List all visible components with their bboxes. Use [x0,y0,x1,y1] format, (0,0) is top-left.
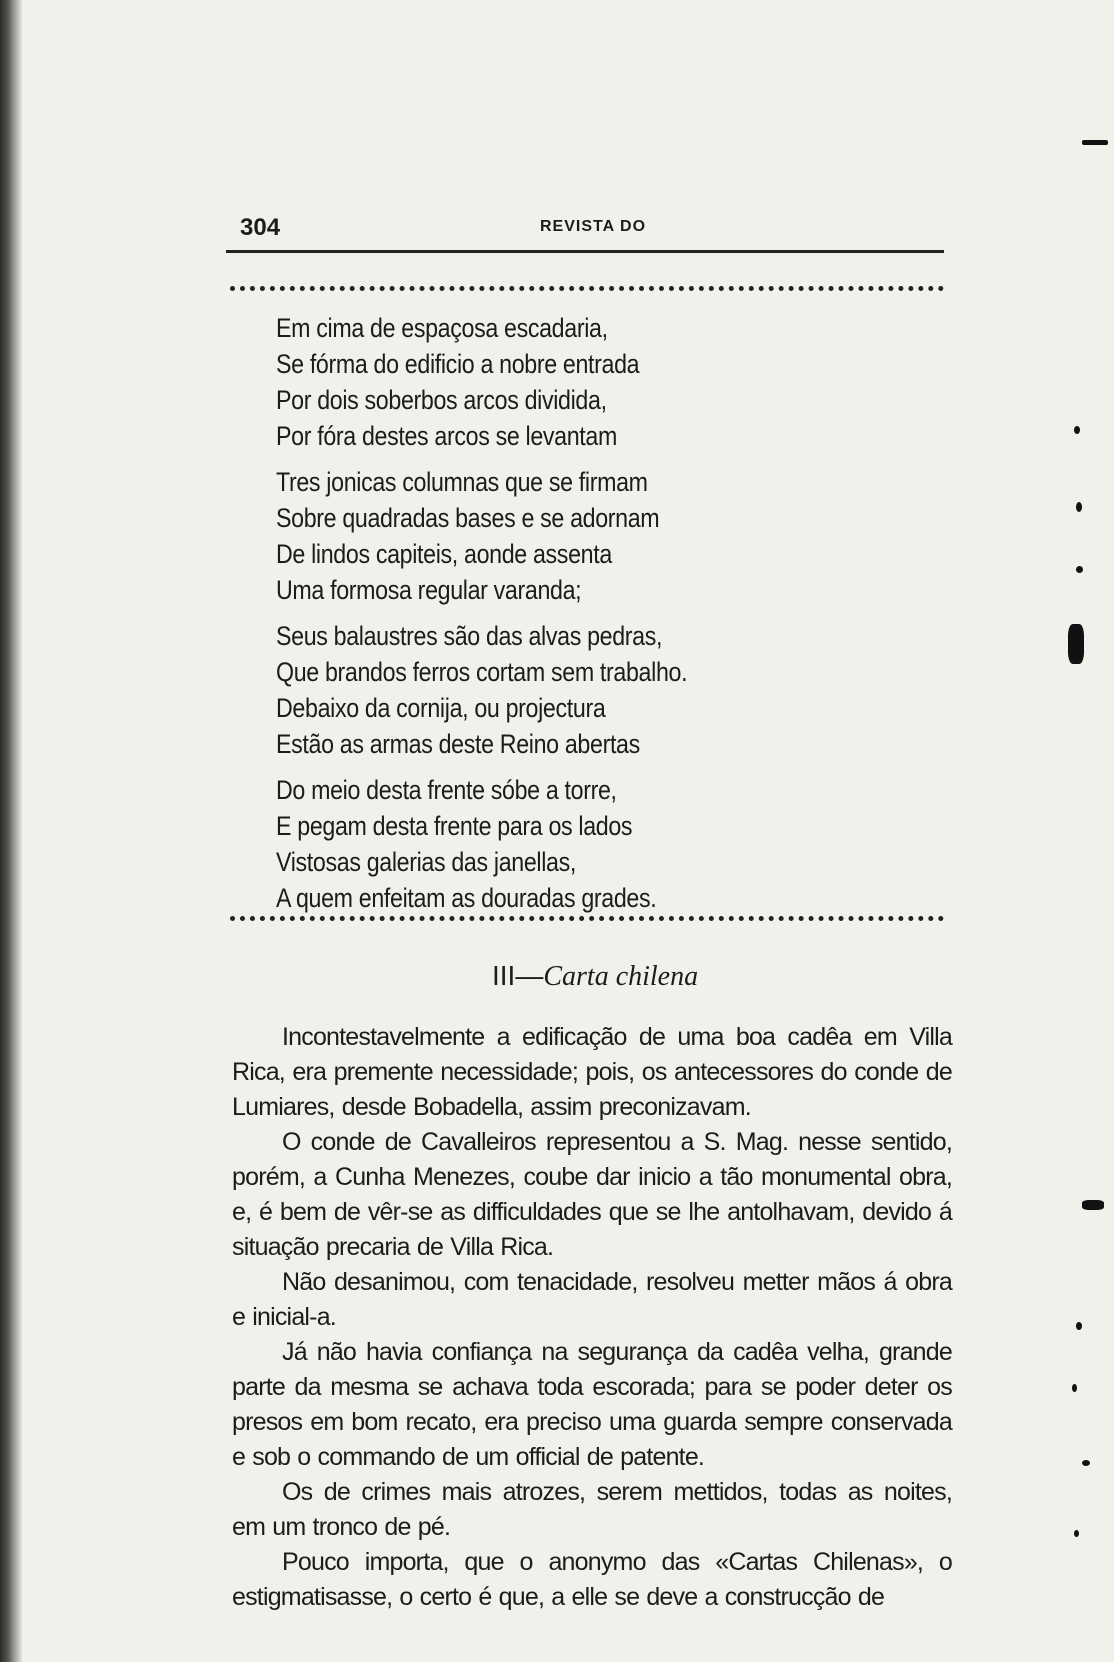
page-number: 304 [240,214,281,241]
verse-line: Em cima de espaçosa escadaria, [276,313,608,343]
verse-line: E pegam desta frente para os lados [276,811,633,841]
ink-speck [1072,1384,1077,1392]
verse-line: Estão as armas deste Reino abertas [276,729,640,759]
running-head: REVISTA DO [540,218,647,235]
verse-line: Uma formosa regular varanda; [276,575,582,605]
ink-speck [1074,426,1080,434]
section-number: III— [492,960,544,991]
verse-line: Que brandos ferros cortam sem trabalho. [276,657,688,687]
ink-speck [1082,1200,1104,1210]
ink-speck [1076,1322,1082,1330]
verse-line: Por dois soberbos arcos dividida, [276,385,607,415]
dotted-separator-top [230,286,944,291]
ink-speck [1068,624,1084,664]
dotted-separator-bottom [230,916,944,921]
section-heading [492,960,698,993]
page-header [240,214,940,244]
verse-line: A quem enfeitam as douradas grades. [276,883,657,913]
verse-line: Se fórma do edificio a nobre entrada [276,349,640,379]
verse-line: Vistosas galerias das janellas, [276,847,576,877]
body-text [232,1020,952,1615]
paragraph: Pouco importa, que o anonymo das «Cartas Chilenas», o estigmatisasse, o certo é que, a elle se deve a construcção de [232,1548,952,1611]
section-title: Carta chilena [543,961,699,992]
book-spine-shadow [0,0,22,1662]
verse-line: Seus balaustres são das alvas pedras, [276,621,663,651]
poem [276,310,916,926]
paragraph: Não desanimou, com tenacidade, resolveu metter mãos á obra e inicial-a. [232,1268,952,1331]
ink-speck [1082,140,1108,145]
paragraph: Os de crimes mais atrozes, serem mettidos, todas as noites, em um tronco de pé. [232,1478,952,1541]
ink-speck [1076,502,1082,512]
paragraph: O conde de Cavalleiros representou a S. Mag. nesse sentido, porém, a Cunha Menezes, coube dar inicio a tão monumental obra, e, é bem de vêr-se as difficuldades que se lhe antolhavam, devido á situação precaria de Villa Rica. [232,1128,952,1261]
paragraph: Já não havia confiança na segurança da cadêa velha, grande parte da mesma se achava toda escorada; para se poder deter os presos em bom recato, era preciso uma guarda sempre conservada e sob o commando de um official de patente. [232,1338,952,1471]
header-rule [226,250,944,253]
ink-speck [1074,1530,1079,1537]
verse-line: De lindos capiteis, aonde assenta [276,539,612,569]
verse-line: Tres jonicas columnas que se firmam [276,467,648,497]
ink-speck [1076,566,1083,573]
stanza [276,618,916,762]
verse-line: Do meio desta frente sóbe a torre, [276,775,617,805]
paragraph: Incontestavelmente a edificação de uma boa cadêa em Villa Rica, era premente necessidade; pois, os antecessores do conde de Lumiares, desde Bobadella, assim preconizavam. [232,1023,952,1121]
verse-line: Sobre quadradas bases e se adornam [276,503,660,533]
ink-speck [1082,1460,1090,1466]
verse-line: Por fóra destes arcos se levantam [276,421,617,451]
stanza [276,310,916,454]
stanza [276,464,916,608]
verse-line: Debaixo da cornija, ou projectura [276,693,606,723]
stanza [276,772,916,916]
